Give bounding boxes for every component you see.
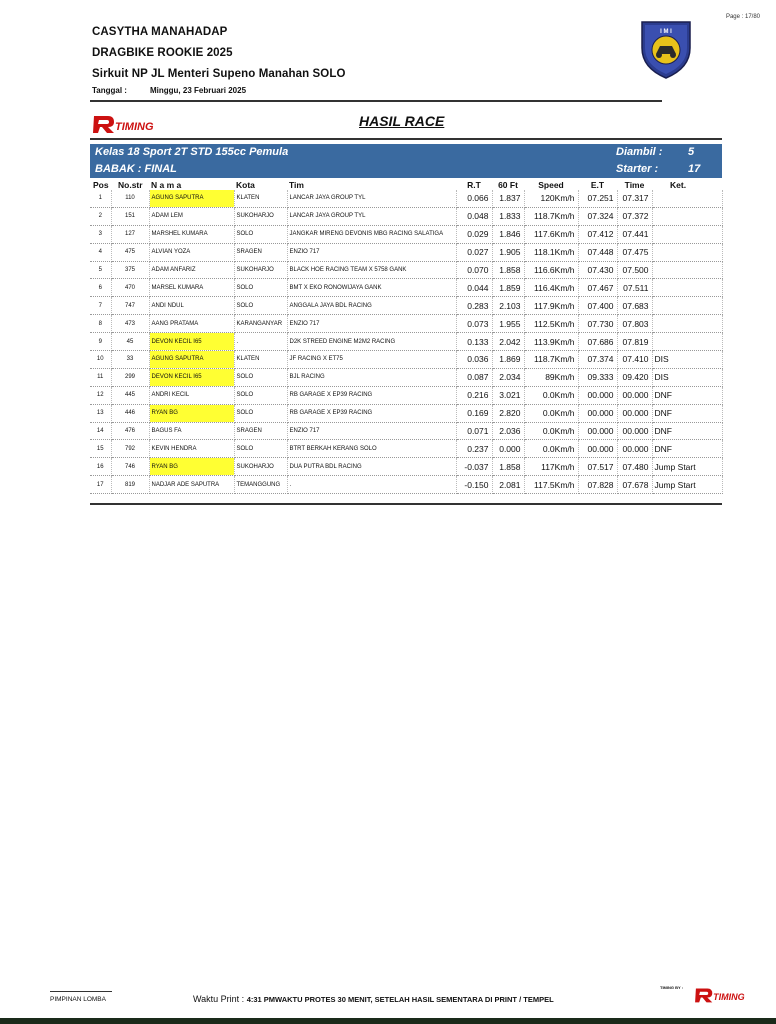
event-header	[92, 22, 346, 85]
speed-cell: 117Km/h	[524, 458, 578, 476]
city-cell: SOLO	[234, 440, 287, 458]
team-cell: JANGKAR MIRENG DEVONIS MBG RACING SALATIGA	[287, 225, 456, 243]
starter-label: Starter :	[616, 163, 659, 175]
note-cell: DIS	[652, 368, 722, 386]
time-cell: 00.000	[617, 440, 652, 458]
start-number-cell: 473	[111, 315, 149, 333]
pos-cell: 2	[90, 207, 111, 225]
col-header: Time	[624, 179, 645, 190]
col-header: Ket.	[670, 179, 687, 190]
team-cell: LANCAR JAYA GROUP TYL	[287, 190, 456, 207]
time-cell: 07.317	[617, 190, 652, 207]
start-number-cell: 746	[111, 458, 149, 476]
reaction-time-cell: 0.070	[456, 261, 492, 279]
pos-cell: 15	[90, 440, 111, 458]
note-cell	[652, 207, 722, 225]
table-row	[90, 476, 722, 494]
sixty-ft-cell: 1.955	[492, 315, 524, 333]
rider-name-cell: ANDRI KECIL	[149, 386, 234, 404]
pos-cell: 12	[90, 386, 111, 404]
pos-cell: 13	[90, 404, 111, 422]
sixty-ft-cell: 2.034	[492, 368, 524, 386]
print-label: Waktu Print :	[193, 994, 245, 1004]
team-cell: ENZIO 717	[287, 422, 456, 440]
time-cell: 00.000	[617, 422, 652, 440]
table-row	[90, 422, 722, 440]
pos-cell: 8	[90, 315, 111, 333]
table-row	[90, 279, 722, 297]
emblem-text: I M I	[660, 29, 672, 35]
city-cell: SRAGEN	[234, 243, 287, 261]
date-row	[92, 86, 246, 95]
time-cell: 00.000	[617, 386, 652, 404]
col-header: Speed	[538, 179, 564, 190]
col-header: 60 Ft	[498, 179, 518, 190]
pos-cell: 11	[90, 368, 111, 386]
team-cell: BJL RACING	[287, 368, 456, 386]
speed-cell: 113.9Km/h	[524, 333, 578, 351]
note-cell	[652, 279, 722, 297]
class-banner	[90, 144, 722, 178]
col-header: Tim	[289, 179, 304, 190]
rider-name-cell: ADAM LEM	[149, 207, 234, 225]
et-cell: 09.333	[578, 368, 617, 386]
start-number-cell: 127	[111, 225, 149, 243]
speed-cell: 116.4Km/h	[524, 279, 578, 297]
city-cell: SOLO	[234, 279, 287, 297]
pos-cell: 6	[90, 279, 111, 297]
sixty-ft-cell: 0.000	[492, 440, 524, 458]
imi-emblem-icon	[636, 18, 696, 80]
team-cell: RB GARAGE X EP39 RACING	[287, 404, 456, 422]
note-cell	[652, 297, 722, 315]
starter-value: 17	[688, 163, 701, 175]
r-timing-footer-logo-icon	[693, 986, 761, 1004]
start-number-cell: 819	[111, 476, 149, 494]
date-label: Tanggal :	[92, 86, 127, 95]
rider-name-cell: MARSHEL KUMARA	[149, 225, 234, 243]
time-cell: 07.803	[617, 315, 652, 333]
report-title: HASIL RACE	[359, 113, 445, 129]
team-cell: LANCAR JAYA GROUP TYL	[287, 207, 456, 225]
col-header: N a m a	[151, 179, 182, 190]
signature-line	[50, 991, 112, 992]
sixty-ft-cell: 2.036	[492, 422, 524, 440]
speed-cell: 117.5Km/h	[524, 476, 578, 494]
pos-cell: 17	[90, 476, 111, 494]
speed-cell: 118.1Km/h	[524, 243, 578, 261]
header-divider	[90, 100, 662, 102]
time-cell: 07.819	[617, 333, 652, 351]
team-cell: BTRT BERKAH KERANG SOLO	[287, 440, 456, 458]
diambil-value: 5	[688, 146, 695, 158]
note-cell: DNF	[652, 386, 722, 404]
et-cell: 07.517	[578, 458, 617, 476]
sixty-ft-cell: 2.081	[492, 476, 524, 494]
et-cell: 07.448	[578, 243, 617, 261]
start-number-cell: 110	[111, 190, 149, 207]
pos-cell: 16	[90, 458, 111, 476]
city-cell: SOLO	[234, 386, 287, 404]
et-cell: 07.324	[578, 207, 617, 225]
venue: Sirkuit NP JL Menteri Supeno Manahan SOLO	[92, 68, 346, 80]
et-cell: 07.828	[578, 476, 617, 494]
start-number-cell: 470	[111, 279, 149, 297]
print-info	[193, 994, 554, 1004]
start-number-cell: 475	[111, 243, 149, 261]
team-cell: BLACK HOE RACING TEAM X 5758 GANK	[287, 261, 456, 279]
sixty-ft-cell: 1.905	[492, 243, 524, 261]
sixty-ft-cell: 2.042	[492, 333, 524, 351]
start-number-cell: 299	[111, 368, 149, 386]
start-number-cell: 445	[111, 386, 149, 404]
print-text: 4:31 PMWAKTU PROTES 30 MENIT, SETELAH HASIL SEMENTARA DI PRINT / TEMPEL	[246, 995, 554, 1004]
city-cell: .	[234, 333, 287, 351]
speed-cell: 0.0Km/h	[524, 440, 578, 458]
speed-cell: 0.0Km/h	[524, 404, 578, 422]
reaction-time-cell: -0.037	[456, 458, 492, 476]
city-cell: KLATEN	[234, 351, 287, 369]
rider-name-cell: DEVON KECIL I65	[149, 368, 234, 386]
et-cell: 07.467	[578, 279, 617, 297]
sixty-ft-cell: 2.103	[492, 297, 524, 315]
sixty-ft-cell: 1.869	[492, 351, 524, 369]
sixty-ft-cell: 2.820	[492, 404, 524, 422]
rider-name-cell: AANG PRATAMA	[149, 315, 234, 333]
et-cell: 00.000	[578, 386, 617, 404]
col-header: No.str	[118, 179, 143, 190]
et-cell: 00.000	[578, 440, 617, 458]
note-cell	[652, 333, 722, 351]
pos-cell: 9	[90, 333, 111, 351]
reaction-time-cell: 0.216	[456, 386, 492, 404]
city-cell: TEMANGGUNG	[234, 476, 287, 494]
table-row	[90, 458, 722, 476]
et-cell: 07.730	[578, 315, 617, 333]
table-row	[90, 207, 722, 225]
note-cell	[652, 225, 722, 243]
et-cell: 07.374	[578, 351, 617, 369]
sixty-ft-cell: 1.846	[492, 225, 524, 243]
col-header: Pos	[93, 179, 109, 190]
time-cell: 07.410	[617, 351, 652, 369]
pos-cell: 10	[90, 351, 111, 369]
rider-name-cell: MARSEL KUMARA	[149, 279, 234, 297]
time-cell: 07.511	[617, 279, 652, 297]
col-header: E.T	[590, 179, 605, 190]
logo-text: TIMING	[115, 121, 154, 133]
team-cell: BMT X EKO RONOWIJAYA GANK	[287, 279, 456, 297]
time-cell: 09.420	[617, 368, 652, 386]
start-number-cell: 476	[111, 422, 149, 440]
speed-cell: 112.5Km/h	[524, 315, 578, 333]
pos-cell: 1	[90, 190, 111, 207]
team-cell: .	[287, 476, 456, 494]
pos-cell: 4	[90, 243, 111, 261]
city-cell: SOLO	[234, 368, 287, 386]
city-cell: KLATEN	[234, 190, 287, 207]
reaction-time-cell: 0.169	[456, 404, 492, 422]
et-cell: 00.000	[578, 422, 617, 440]
start-number-cell: 33	[111, 351, 149, 369]
et-cell: 07.400	[578, 297, 617, 315]
table-row	[90, 190, 722, 207]
note-cell: DIS	[652, 351, 722, 369]
reaction-time-cell: 0.044	[456, 279, 492, 297]
team-cell: ENZIO 717	[287, 243, 456, 261]
start-number-cell: 792	[111, 440, 149, 458]
organizer-title: CASYTHA MANAHADAP	[92, 26, 228, 38]
speed-cell: 120Km/h	[524, 190, 578, 207]
city-cell: SOLO	[234, 297, 287, 315]
table-bottom-divider	[90, 503, 722, 505]
speed-cell: 116.6Km/h	[524, 261, 578, 279]
city-cell: SOLO	[234, 404, 287, 422]
rider-name-cell: ALVIAN YOZA	[149, 243, 234, 261]
time-cell: 00.000	[617, 404, 652, 422]
event-name: DRAGBIKE ROOKIE 2025	[92, 47, 233, 59]
table-row	[90, 333, 722, 351]
note-cell	[652, 190, 722, 207]
sixty-ft-cell: 1.833	[492, 207, 524, 225]
signature-label: PIMPINAN LOMBA	[50, 996, 106, 1003]
city-cell: SUKOHARJO	[234, 207, 287, 225]
page-number: Page : 17/80	[725, 14, 760, 20]
start-number-cell: 747	[111, 297, 149, 315]
time-cell: 07.683	[617, 297, 652, 315]
rider-name-cell: RYAN BG	[149, 404, 234, 422]
speed-cell: 0.0Km/h	[524, 422, 578, 440]
table-row	[90, 368, 722, 386]
reaction-time-cell: 0.071	[456, 422, 492, 440]
table-header	[90, 179, 722, 190]
bottom-band	[0, 1018, 776, 1024]
time-cell: 07.500	[617, 261, 652, 279]
note-cell: DNF	[652, 404, 722, 422]
reaction-time-cell: 0.087	[456, 368, 492, 386]
note-cell	[652, 261, 722, 279]
reaction-time-cell: 0.237	[456, 440, 492, 458]
rider-name-cell: AGUNG SAPUTRA	[149, 190, 234, 207]
note-cell	[652, 243, 722, 261]
table-row	[90, 440, 722, 458]
pos-cell: 14	[90, 422, 111, 440]
note-cell: DNF	[652, 440, 722, 458]
table-row	[90, 261, 722, 279]
pos-cell: 3	[90, 225, 111, 243]
time-cell: 07.475	[617, 243, 652, 261]
sixty-ft-cell: 1.858	[492, 261, 524, 279]
table-row	[90, 351, 722, 369]
rider-name-cell: AGUNG SAPUTRA	[149, 351, 234, 369]
start-number-cell: 45	[111, 333, 149, 351]
speed-cell: 0.0Km/h	[524, 386, 578, 404]
reaction-time-cell: 0.036	[456, 351, 492, 369]
city-cell: SUKOHARJO	[234, 261, 287, 279]
rider-name-cell: ANDI NDUL	[149, 297, 234, 315]
sixty-ft-cell: 1.837	[492, 190, 524, 207]
team-cell: ANGGALA JAYA BDL RACING	[287, 297, 456, 315]
et-cell: 00.000	[578, 404, 617, 422]
table-row	[90, 225, 722, 243]
reaction-time-cell: 0.048	[456, 207, 492, 225]
table-row	[90, 243, 722, 261]
time-cell: 07.480	[617, 458, 652, 476]
timing-by-label: TIMING BY :	[660, 985, 684, 990]
speed-cell: 117.9Km/h	[524, 297, 578, 315]
start-number-cell: 446	[111, 404, 149, 422]
et-cell: 07.430	[578, 261, 617, 279]
r-timing-logo-icon	[92, 113, 172, 135]
speed-cell: 118.7Km/h	[524, 351, 578, 369]
time-cell: 07.441	[617, 225, 652, 243]
start-number-cell: 375	[111, 261, 149, 279]
reaction-time-cell: 0.073	[456, 315, 492, 333]
note-cell: Jump Start	[652, 458, 722, 476]
class-name: Kelas 18 Sport 2T STD 155cc Pemula	[95, 146, 289, 158]
city-cell: SUKOHARJO	[234, 458, 287, 476]
rider-name-cell: NADJAR ADE SAPUTRA	[149, 476, 234, 494]
team-cell: ENZIO 717	[287, 315, 456, 333]
reaction-time-cell: 0.283	[456, 297, 492, 315]
date-value: Minggu, 23 Februari 2025	[150, 86, 247, 95]
rider-name-cell: RYAN BG	[149, 458, 234, 476]
results-table	[90, 179, 723, 494]
et-cell: 07.412	[578, 225, 617, 243]
team-cell: RB GARAGE X EP39 RACING	[287, 386, 456, 404]
speed-cell: 89Km/h	[524, 368, 578, 386]
time-cell: 07.372	[617, 207, 652, 225]
pos-cell: 7	[90, 297, 111, 315]
round-name: BABAK : FINAL	[95, 163, 177, 175]
city-cell: KARANGANYAR	[234, 315, 287, 333]
reaction-time-cell: 0.029	[456, 225, 492, 243]
title-divider	[90, 138, 722, 140]
rider-name-cell: DEVON KECIL I65	[149, 333, 234, 351]
rider-name-cell: BAGUS FA	[149, 422, 234, 440]
table-row	[90, 315, 722, 333]
sixty-ft-cell: 1.858	[492, 458, 524, 476]
pos-cell: 5	[90, 261, 111, 279]
rider-name-cell: ADAM ANFARIZ	[149, 261, 234, 279]
start-number-cell: 151	[111, 207, 149, 225]
time-cell: 07.678	[617, 476, 652, 494]
team-cell: DUA PUTRA BDL RACING	[287, 458, 456, 476]
rider-name-cell: KEVIN HENDRA	[149, 440, 234, 458]
diambil-label: Diambil :	[616, 146, 663, 158]
table-row	[90, 386, 722, 404]
note-cell	[652, 315, 722, 333]
et-cell: 07.686	[578, 333, 617, 351]
team-cell: JF RACING X ET75	[287, 351, 456, 369]
note-cell: Jump Start	[652, 476, 722, 494]
et-cell: 07.251	[578, 190, 617, 207]
footer-logo-text: TIMING	[713, 991, 745, 1002]
reaction-time-cell: 0.027	[456, 243, 492, 261]
reaction-time-cell: 0.133	[456, 333, 492, 351]
note-cell: DNF	[652, 422, 722, 440]
sixty-ft-cell: 3.021	[492, 386, 524, 404]
table-row	[90, 297, 722, 315]
team-cell: D2K STREED ENGINE M2M2 RACING	[287, 333, 456, 351]
col-header: Kota	[236, 179, 255, 190]
reaction-time-cell: 0.066	[456, 190, 492, 207]
col-header: R.T	[467, 179, 481, 190]
city-cell: SRAGEN	[234, 422, 287, 440]
reaction-time-cell: -0.150	[456, 476, 492, 494]
table-row	[90, 404, 722, 422]
sixty-ft-cell: 1.859	[492, 279, 524, 297]
speed-cell: 118.7Km/h	[524, 207, 578, 225]
speed-cell: 117.6Km/h	[524, 225, 578, 243]
city-cell: SOLO	[234, 225, 287, 243]
